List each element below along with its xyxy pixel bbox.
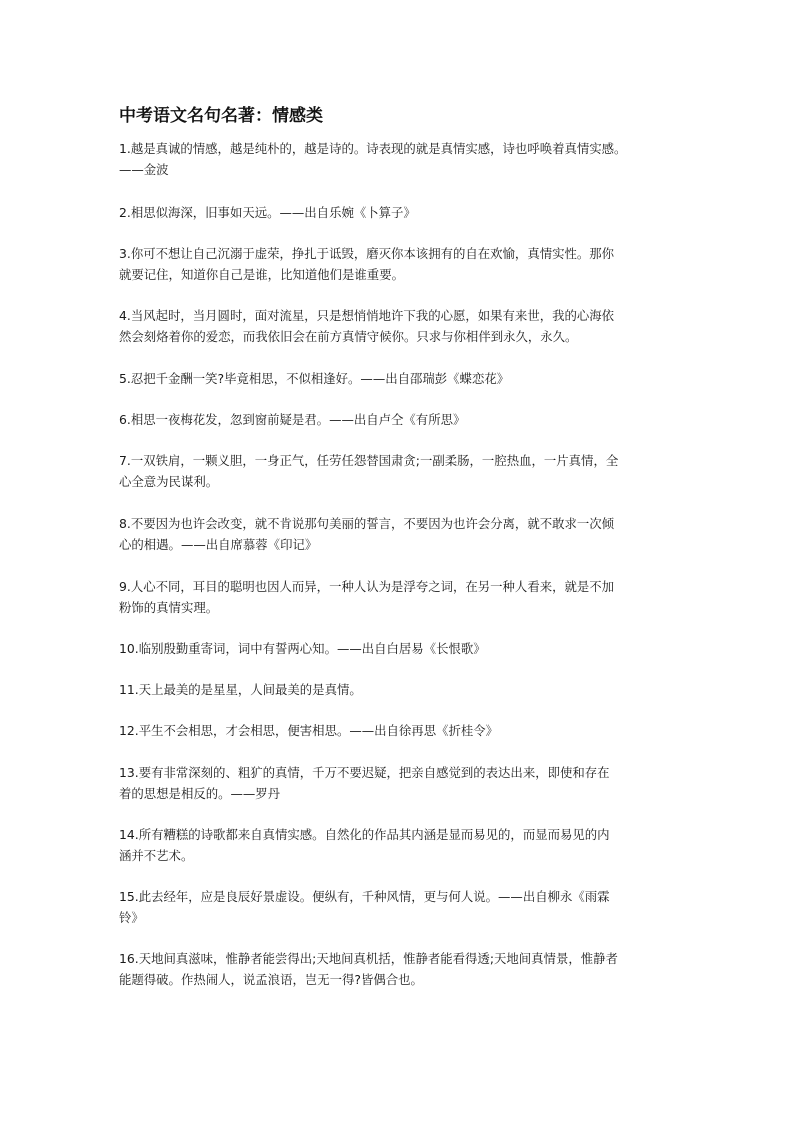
quote-line: 粉饰的真情实理。	[119, 600, 219, 615]
document-title: 中考语文名句名著：情感类	[119, 106, 323, 126]
quote-line: 3.你可不想让自己沉溺于虚荣，挣扎于诋毁，磨灭你本该拥有的自在欢愉，真情实性。那你	[119, 246, 615, 261]
quote-line: 9.人心不同，耳目的聪明也因人而异，一种人认为是浮夸之词，在另一种人看来，就是不加	[119, 579, 615, 594]
quote-entry	[119, 243, 679, 285]
quote-entry	[119, 638, 679, 659]
quote-line: 6.相思一夜梅花发，忽到窗前疑是君。——出自卢仝《有所思》	[119, 412, 466, 427]
quote-entry	[119, 368, 679, 389]
quote-line: 能题得破。作热闹人，说孟浪语，岂无一得?皆偶合也。	[119, 972, 423, 987]
quote-line: 10.临别殷勤重寄词，词中有誓两心知。——出自白居易《长恨歌》	[119, 641, 486, 656]
quote-entry	[119, 576, 679, 618]
quote-line: 11.天上最美的是星星，人间最美的是真情。	[119, 682, 362, 697]
quote-line: 1.越是真诚的情感，越是纯朴的，越是诗的。诗表现的就是真情实感，诗也呼唤着真情实感。	[119, 141, 627, 156]
quote-entry	[119, 720, 679, 741]
quote-entry	[119, 138, 679, 180]
quote-line: 12.平生不会相思，才会相思，便害相思。——出自徐再思《折桂令》	[119, 723, 499, 738]
quote-line: 16.天地间真滋味，惟静者能尝得出;天地间真机括，惟静者能看得透;天地间真情景，惟静者	[119, 951, 618, 966]
quote-line: ——金波	[119, 162, 169, 177]
quote-line: 5.忍把千金酬一笑?毕竟相思，不似相逢好。——出自邵瑞彭《蝶恋花》	[119, 371, 510, 386]
quote-entry	[119, 513, 679, 555]
quote-entry	[119, 762, 679, 804]
quote-entry	[119, 305, 679, 347]
quote-line: 铃》	[119, 910, 144, 925]
quote-line: 心全意为民谋利。	[119, 474, 219, 489]
quote-entry	[119, 450, 679, 492]
quote-line: 涵并不艺术。	[119, 848, 194, 863]
quote-line: 8.不要因为也许会改变，就不肯说那句美丽的誓言，不要因为也许会分离，就不敢求一次倾	[119, 516, 615, 531]
quote-line: 心的相遇。——出自席慕蓉《印记》	[119, 537, 318, 552]
quote-line: 着的思想是相反的。——罗丹	[119, 786, 281, 801]
quote-entry	[119, 679, 679, 700]
quote-line: 然会刻烙着你的爱恋，而我依旧会在前方真情守候你。只求与你相伴到永久，永久。	[119, 329, 578, 344]
quote-line: 4.当风起时，当月圆时，面对流星，只是想悄悄地许下我的心愿，如果有来世，我的心海依	[119, 308, 615, 323]
quote-line: 2.相思似海深，旧事如天远。——出自乐婉《卜算子》	[119, 205, 416, 220]
quote-entry	[119, 202, 679, 223]
quote-entry	[119, 824, 679, 866]
quote-entry	[119, 948, 679, 990]
quote-entry	[119, 886, 679, 928]
quote-line: 14.所有糟糕的诗歌都来自真情实感。自然化的作品其内涵是显而易见的，而显而易见的内	[119, 827, 610, 842]
quote-entry	[119, 409, 679, 430]
quote-line: 就要记住，知道你自己是谁，比知道他们是谁重要。	[119, 267, 404, 282]
quote-line: 13.要有非常深刻的、粗犷的真情，千万不要迟疑，把亲自感觉到的表达出来，即使和存在	[119, 765, 610, 780]
quote-line: 7.一双铁肩，一颗义胆，一身正气，任劳任怨替国肃贪;一副柔肠，一腔热血，一片真情，全	[119, 453, 619, 468]
quote-line: 15.此去经年，应是良辰好景虚设。便纵有，千种风情，更与何人说。——出自柳永《雨霖	[119, 889, 610, 904]
